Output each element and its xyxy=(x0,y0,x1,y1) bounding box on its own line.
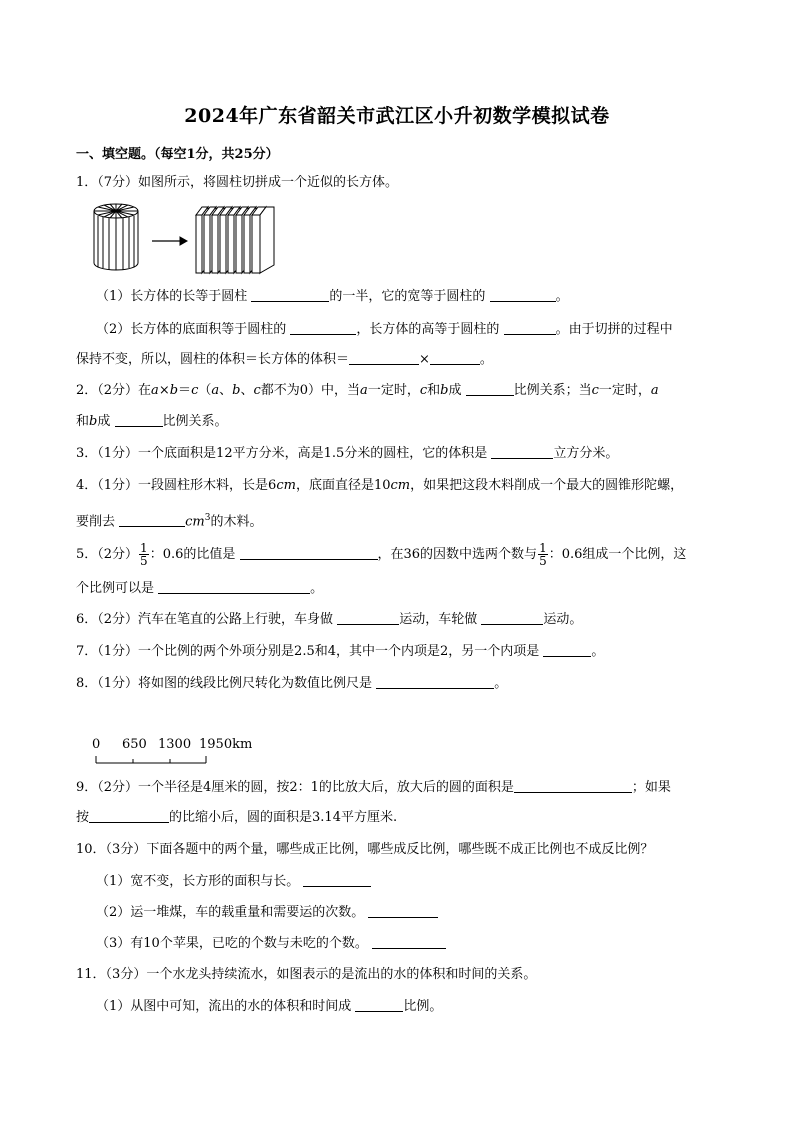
scale-label-1300: 1300 xyxy=(158,737,192,752)
q5-line1: 5．（2分） $\frac{1}{5}$ ：0.6的比值是 ，在36的因数中选两个数与 $\frac{1}{5}$ ：0.6组成一个比例，这 xyxy=(76,541,687,568)
q2-line1: 2．（2分）在a×b＝c（a、b、c都不为0）中，当a一定时，c和b成 比例关系；当c一定时，a xyxy=(76,383,659,398)
q1-part2: （2）长方体的底面积等于圆柱的 ，长方体的高等于圆柱的 。由于切拼的过程中 xyxy=(96,322,673,337)
answer-blank[interactable] xyxy=(543,642,591,657)
q5-line2: 个比例可以是 。 xyxy=(76,581,324,596)
q11-stem: 11．（3分）一个水龙头持续流水，如图表示的是流出的水的体积和时间的关系。 xyxy=(76,967,537,982)
q10-stem: 10．（3分）下面各题中的两个量，哪些成正比例，哪些成反比例，哪些既不成正比例也不成反比例？ xyxy=(76,842,654,857)
answer-blank[interactable] xyxy=(376,674,494,689)
q4-line1: 4．（1分）一段圆柱形木料，长是6cm，底面直径是10cm，如果把这段木料削成一个最大的圆锥形陀螺， xyxy=(76,478,684,493)
answer-blank[interactable] xyxy=(251,287,329,302)
answer-blank[interactable] xyxy=(466,381,514,396)
scale-label-0: 0 xyxy=(92,737,101,752)
answer-blank[interactable] xyxy=(355,997,403,1012)
answer-blank[interactable] xyxy=(368,903,438,918)
q9-line1: 9．（2分）一个半径是4厘米的圆，按2：1的比放大后，放大后的圆的面积是 ；如果 xyxy=(76,780,671,795)
q10-sub1: （1）宽不变，长方形的面积与长。 xyxy=(96,872,371,892)
q11-sub1: （1）从图中可知，流出的水的体积和时间成 比例。 xyxy=(96,999,443,1014)
q6: 6．（2分）汽车在笔直的公路上行驶，车身做 运动，车轮做 运动。 xyxy=(76,612,583,627)
scale-label-1950km: 1950km xyxy=(199,737,253,752)
answer-blank[interactable] xyxy=(303,872,371,887)
answer-blank[interactable] xyxy=(349,350,419,365)
fraction-one-fifth: $\frac{1}{5}$ xyxy=(539,541,547,568)
cuboid-figure xyxy=(196,207,274,273)
answer-blank[interactable] xyxy=(115,412,163,427)
q1-part1: （1）长方体的长等于圆柱 的一半，它的宽等于圆柱的 。 xyxy=(96,289,569,304)
section-header: 一、填空题。（每空1分，共25分） xyxy=(76,147,279,162)
answer-blank[interactable] xyxy=(430,350,480,365)
q1-part3: 保持不变，所以，圆柱的体积＝长方体的体积＝ × 。 xyxy=(76,352,493,367)
answer-blank[interactable] xyxy=(491,444,553,459)
answer-blank[interactable] xyxy=(514,778,632,793)
answer-blank[interactable] xyxy=(158,579,310,594)
arrow-right-icon xyxy=(152,237,187,245)
fraction-one-fifth: $\frac{1}{5}$ xyxy=(140,541,148,568)
q1-stem: 1．（7分）如图所示，将圆柱切拼成一个近似的长方体。 xyxy=(76,175,399,190)
answer-blank[interactable] xyxy=(490,287,556,302)
answer-blank[interactable] xyxy=(504,320,556,335)
q4-line2: 要削去 $cm^3$的木料。 xyxy=(76,513,263,530)
page-title: 2024年广东省韶关市武江区小升初数学模拟试卷 xyxy=(184,105,610,127)
answer-blank[interactable] xyxy=(119,512,185,527)
cylinder-to-cuboid-figure xyxy=(88,201,280,277)
answer-blank[interactable] xyxy=(481,610,543,625)
q7: 7．（1分）一个比例的两个外项分别是2.5和4，其中一个内项是2，另一个内项是 。 xyxy=(76,644,605,659)
cylinder-figure xyxy=(94,204,138,270)
scale-label-650: 650 xyxy=(122,737,147,752)
answer-blank[interactable] xyxy=(89,808,169,823)
scale-bar xyxy=(95,753,215,765)
q10-sub3: （3）有10个苹果，已吃的个数与未吃的个数。 xyxy=(96,934,446,954)
answer-blank[interactable] xyxy=(372,934,446,949)
q3: 3．（1分）一个底面积是12平方分米，高是1.5分米的圆柱，它的体积是 立方分米。 xyxy=(76,446,619,461)
q8: 8．（1分）将如图的线段比例尺转化为数值比例尺是 。 xyxy=(76,676,508,691)
answer-blank[interactable] xyxy=(337,610,399,625)
answer-blank[interactable] xyxy=(240,545,378,560)
q9-line2: 按 的比缩小后，圆的面积是3.14平方厘米. xyxy=(76,810,398,825)
q10-sub2: （2）运一堆煤，车的载重量和需要运的次数。 xyxy=(96,903,438,923)
answer-blank[interactable] xyxy=(290,320,356,335)
q2-line2: 和b成 比例关系。 xyxy=(76,414,228,429)
